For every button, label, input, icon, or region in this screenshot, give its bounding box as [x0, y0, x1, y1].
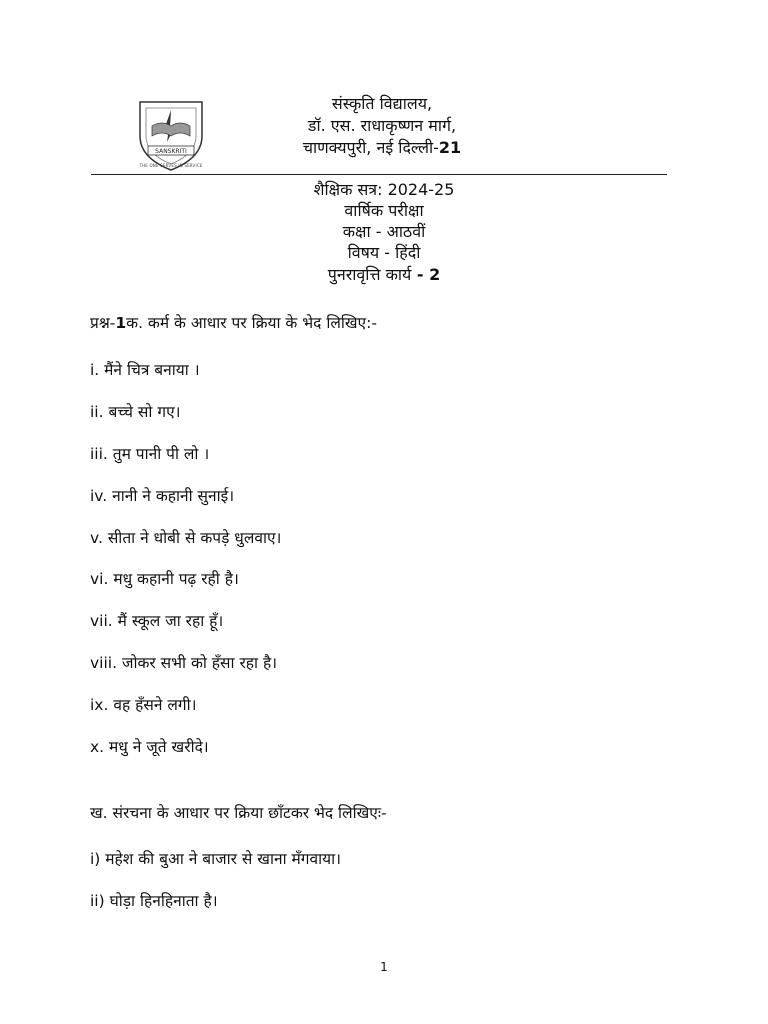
list-item: iv. नानी ने कहानी सुनाई। [90, 487, 235, 505]
worksheet-line [328, 263, 440, 285]
list-item: x. मधु ने जूते खरीदे। [90, 738, 209, 756]
address-pin: 21 [438, 138, 462, 157]
address-line-2 [303, 136, 461, 158]
page-number: 1 [380, 960, 388, 974]
list-item: vii. मैं स्कूल जा रहा हूँ। [90, 612, 224, 630]
list-item: v. सीता ने धोबी से कपड़े धुलवाए। [90, 529, 282, 547]
worksheet-title: पुनरावृत्ति कार्य [327, 265, 412, 284]
list-item: i) महेश की बुआ ने बाजार से खाना मँगवाया। [90, 850, 342, 868]
address-city: चाणक्यपुरी, नई दिल्ली- [302, 138, 439, 157]
logo-motto: THE ONE SERVES IN SERVICE [139, 163, 203, 168]
address-line-1: डॉ. एस. राधाकृष्णन मार्ग, [307, 116, 457, 135]
list-item: viii. जोकर सभी को हँसा रहा है। [90, 654, 278, 672]
list-item: i. मैंने चित्र बनाया । [90, 361, 200, 379]
list-item: ix. वह हँसने लगी। [90, 696, 197, 714]
svg-text:SANSKRITI: SANSKRITI [155, 148, 187, 155]
class-line: कक्षा - आठवीं [342, 222, 426, 241]
question-number: 1 [115, 314, 127, 332]
list-item: iii. तुम पानी पी लो । [90, 445, 210, 463]
list-item: ii) घोड़ा हिनहिनाता है। [90, 892, 218, 910]
worksheet-number: - 2 [411, 265, 441, 284]
list-item: vi. मधु कहानी पढ़ रही है। [90, 570, 239, 588]
session-line: शैक्षिक सत्र: 2024-25 [313, 180, 455, 199]
question-text: क. कर्म के आधार पर क्रिया के भेद लिखिए:- [126, 314, 377, 332]
question-1-heading [90, 311, 377, 333]
list-item: ii. बच्चे सो गए। [90, 403, 181, 421]
header-divider [91, 174, 667, 175]
school-name: संस्कृति विद्यालय, [331, 94, 433, 113]
section-b-heading: ख. संरचना के आधार पर क्रिया छाँटकर भेद लिखिएः- [90, 804, 387, 822]
question-prefix: प्रश्न- [90, 314, 116, 332]
subject-line: विषय - हिंदी [347, 243, 421, 262]
exam-type-line: वार्षिक परीक्षा [344, 201, 424, 220]
